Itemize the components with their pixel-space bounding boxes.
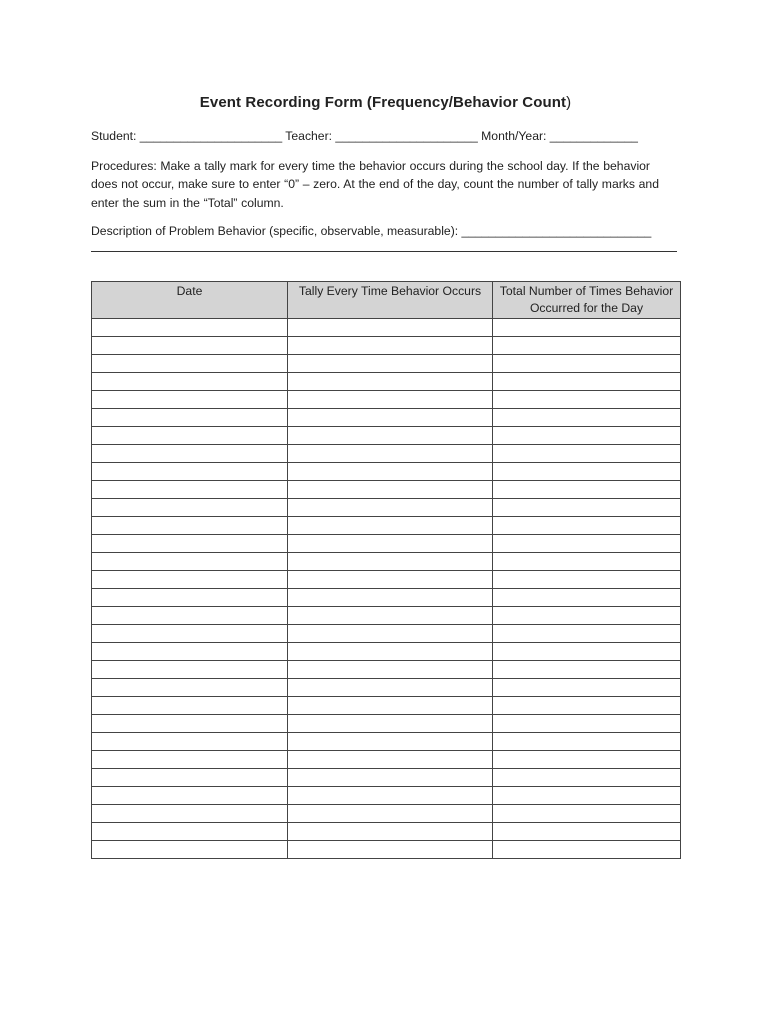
tally-cell[interactable]	[288, 787, 493, 805]
total-cell[interactable]	[493, 751, 681, 769]
tally-cell[interactable]	[288, 643, 493, 661]
table-row	[92, 499, 681, 517]
tally-cell[interactable]	[288, 715, 493, 733]
total-cell[interactable]	[493, 373, 681, 391]
tally-cell[interactable]	[288, 535, 493, 553]
table-row	[92, 409, 681, 427]
total-cell[interactable]	[493, 769, 681, 787]
table-row	[92, 589, 681, 607]
tally-cell[interactable]	[288, 697, 493, 715]
date-cell[interactable]	[92, 337, 288, 355]
table-row	[92, 319, 681, 337]
tally-cell[interactable]	[288, 625, 493, 643]
behavior-count-table	[91, 281, 681, 859]
date-cell[interactable]	[92, 463, 288, 481]
tally-cell[interactable]	[288, 481, 493, 499]
form-title-text: Event Recording Form (Frequency/Behavior Count	[199, 94, 567, 111]
table-row	[92, 787, 681, 805]
total-cell[interactable]	[493, 391, 681, 409]
event-recording-form	[91, 94, 680, 315]
tally-cell[interactable]	[288, 337, 493, 355]
tally-cell[interactable]	[288, 661, 493, 679]
total-cell[interactable]	[493, 607, 681, 625]
tally-column-header: Tally Every Time Behavior Occurs	[288, 282, 493, 319]
tally-cell[interactable]	[288, 733, 493, 751]
date-cell[interactable]	[92, 841, 288, 859]
total-cell[interactable]	[493, 787, 681, 805]
total-cell[interactable]	[493, 517, 681, 535]
table-row	[92, 445, 681, 463]
date-cell[interactable]	[92, 823, 288, 841]
total-cell[interactable]	[493, 841, 681, 859]
tally-cell[interactable]	[288, 445, 493, 463]
table-row	[92, 517, 681, 535]
date-cell[interactable]	[92, 679, 288, 697]
total-cell[interactable]	[493, 643, 681, 661]
tally-cell[interactable]	[288, 373, 493, 391]
table-row	[92, 553, 681, 571]
table-row	[92, 355, 681, 373]
table-row	[92, 805, 681, 823]
date-cell[interactable]	[92, 481, 288, 499]
date-cell[interactable]	[92, 715, 288, 733]
total-cell[interactable]	[493, 499, 681, 517]
date-cell[interactable]	[92, 571, 288, 589]
total-column-header: Total Number of Times Behavior Occurred for the Day	[493, 282, 681, 319]
date-cell[interactable]	[92, 409, 288, 427]
date-column-header: Date	[92, 282, 288, 319]
total-cell[interactable]	[493, 823, 681, 841]
date-cell[interactable]	[92, 373, 288, 391]
description-continuation-line	[91, 250, 677, 252]
tally-cell[interactable]	[288, 427, 493, 445]
total-cell[interactable]	[493, 571, 681, 589]
table-row	[92, 769, 681, 787]
total-cell[interactable]	[493, 679, 681, 697]
tally-cell[interactable]	[288, 391, 493, 409]
form-title	[91, 94, 680, 111]
table-row	[92, 625, 681, 643]
date-cell[interactable]	[92, 499, 288, 517]
table-row	[92, 373, 681, 391]
date-cell[interactable]	[92, 589, 288, 607]
table-row	[92, 823, 681, 841]
date-cell[interactable]	[92, 553, 288, 571]
date-cell[interactable]	[92, 787, 288, 805]
date-cell[interactable]	[92, 517, 288, 535]
tally-cell[interactable]	[288, 607, 493, 625]
date-cell[interactable]	[92, 643, 288, 661]
date-cell[interactable]	[92, 535, 288, 553]
date-cell[interactable]	[92, 769, 288, 787]
procedures-text: Procedures: Make a tally mark for every time the behavior occurs during the school day. If the behavior does not occur, make sure to enter “0” – zero. At the end of the day, count the number of tally marks and enter the sum in the “Total” column.	[91, 158, 659, 210]
tally-cell[interactable]	[288, 355, 493, 373]
total-cell[interactable]	[493, 553, 681, 571]
tally-cell[interactable]	[288, 751, 493, 769]
student-teacher-month-fields: Student: _____________________ Teacher: _____________________ Month/Year: _____________	[91, 129, 638, 143]
tally-cell[interactable]	[288, 499, 493, 517]
date-cell[interactable]	[92, 661, 288, 679]
tally-cell[interactable]	[288, 805, 493, 823]
tally-cell[interactable]	[288, 517, 493, 535]
total-cell[interactable]	[493, 319, 681, 337]
table-row	[92, 463, 681, 481]
tally-cell[interactable]	[288, 409, 493, 427]
total-cell[interactable]	[493, 355, 681, 373]
table-row	[92, 643, 681, 661]
total-cell[interactable]	[493, 733, 681, 751]
table-body	[92, 319, 681, 859]
table-row	[92, 733, 681, 751]
total-cell[interactable]	[493, 661, 681, 679]
date-cell[interactable]	[92, 445, 288, 463]
total-cell[interactable]	[493, 697, 681, 715]
table-row	[92, 715, 681, 733]
table-row	[92, 679, 681, 697]
table-row	[92, 751, 681, 769]
total-cell[interactable]	[493, 625, 681, 643]
date-cell[interactable]	[92, 391, 288, 409]
date-cell[interactable]	[92, 355, 288, 373]
total-cell[interactable]	[493, 409, 681, 427]
total-cell[interactable]	[493, 463, 681, 481]
problem-behavior-description: Description of Problem Behavior (specific, observable, measurable): ____________________________	[91, 224, 652, 238]
table-row	[92, 841, 681, 859]
total-cell[interactable]	[493, 481, 681, 499]
table-row	[92, 697, 681, 715]
tally-cell[interactable]	[288, 769, 493, 787]
total-cell[interactable]	[493, 805, 681, 823]
tally-cell[interactable]	[288, 571, 493, 589]
tally-cell[interactable]	[288, 841, 493, 859]
total-cell[interactable]	[493, 589, 681, 607]
table-row	[92, 481, 681, 499]
table-row	[92, 535, 681, 553]
table-row	[92, 391, 681, 409]
date-cell[interactable]	[92, 607, 288, 625]
tally-cell[interactable]	[288, 319, 493, 337]
total-cell[interactable]	[493, 337, 681, 355]
total-cell[interactable]	[493, 535, 681, 553]
date-cell[interactable]	[92, 427, 288, 445]
date-cell[interactable]	[92, 733, 288, 751]
tally-cell[interactable]	[288, 679, 493, 697]
total-cell[interactable]	[493, 715, 681, 733]
date-cell[interactable]	[92, 319, 288, 337]
tally-cell[interactable]	[288, 589, 493, 607]
table-row	[92, 337, 681, 355]
tally-cell[interactable]	[288, 823, 493, 841]
table-row	[92, 607, 681, 625]
date-cell[interactable]	[92, 751, 288, 769]
table-row	[92, 661, 681, 679]
date-cell[interactable]	[92, 805, 288, 823]
form-title-close-paren: )	[566, 94, 572, 111]
tally-cell[interactable]	[288, 463, 493, 481]
table-row	[92, 427, 681, 445]
table-header-row	[92, 282, 681, 319]
table-row	[92, 571, 681, 589]
date-cell[interactable]	[92, 625, 288, 643]
date-cell[interactable]	[92, 697, 288, 715]
total-cell[interactable]	[493, 445, 681, 463]
total-cell[interactable]	[493, 427, 681, 445]
tally-cell[interactable]	[288, 553, 493, 571]
